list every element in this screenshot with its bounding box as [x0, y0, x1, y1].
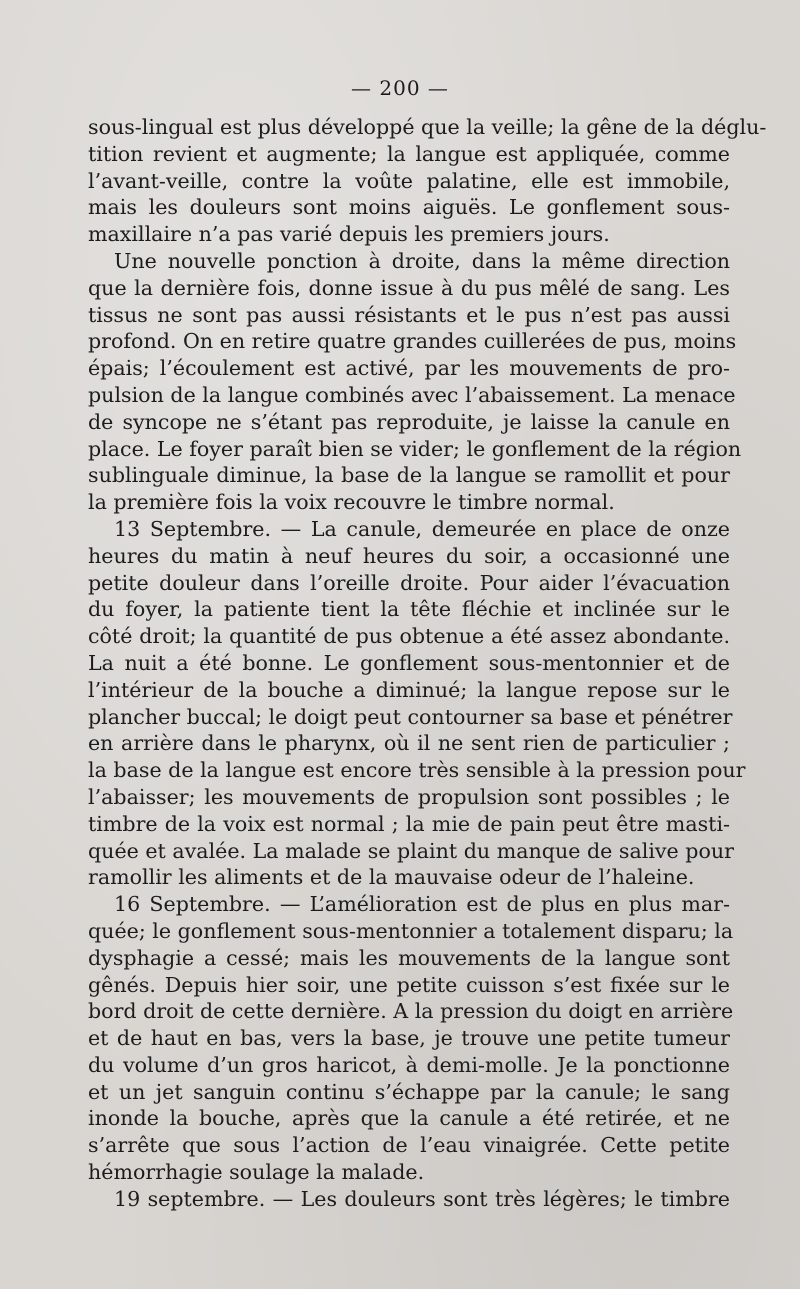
- text-line: 16 Septembre. — L’amélioration est de plus en plus mar-: [114, 892, 730, 917]
- body-text: [88, 114, 767, 1213]
- text-line: l’abaisser; les mouvements de propulsion sont possibles ; le: [88, 784, 730, 809]
- text-line: heures du matin à neuf heures du soir, a occasionné une: [88, 543, 730, 568]
- text-line: mais les douleurs sont moins aiguës. Le gonflement sous-: [88, 195, 730, 220]
- text-line: que la dernière fois, donne issue à du pus mêlé de sang. Les: [88, 275, 730, 300]
- text-line: du volume d’un gros haricot, à demi-molle. Je la ponctionne: [88, 1052, 730, 1077]
- text-line: ramollir les aliments et de la mauvaise odeur de l’haleine.: [88, 865, 695, 890]
- text-line: place. Le foyer paraît bien se vider; le gonflement de la région: [88, 436, 742, 461]
- text-line: timbre de la voix est normal ; la mie de pain peut être masti-: [88, 811, 730, 836]
- text-line: quée et avalée. La malade se plaint du manque de salive pour: [88, 838, 734, 863]
- page-number: — 200 —: [351, 76, 449, 100]
- text-line: bord droit de cette dernière. A la pression du doigt en arrière: [88, 999, 734, 1024]
- text-line: et un jet sanguin continu s’échappe par la canule; le sang: [88, 1079, 730, 1104]
- text-line: pulsion de la langue combinés avec l’abaissement. La menace: [88, 382, 736, 407]
- text-line: épais; l’écoulement est activé, par les mouvements de pro-: [88, 356, 730, 381]
- text-line: en arrière dans le pharynx, où il ne sent rien de particulier ;: [88, 731, 730, 756]
- text-line: 19 septembre. — Les douleurs sont très légères; le timbre: [114, 1186, 730, 1211]
- text-line: inonde la bouche, après que la canule a été retirée, et ne: [88, 1106, 730, 1131]
- text-line: sublinguale diminue, la base de la langue se ramollit et pour: [88, 463, 730, 488]
- text-line: hémorrhagie soulage la malade.: [88, 1160, 425, 1185]
- text-line: maxillaire n’a pas varié depuis les premiers jours.: [88, 222, 610, 247]
- text-line: du foyer, la patiente tient la tête fléchie et inclinée sur le: [88, 597, 730, 622]
- text-line: petite douleur dans l’oreille droite. Pour aider l’évacuation: [88, 570, 730, 595]
- text-line: sous-lingual est plus développé que la veille; la gêne de la déglu-: [88, 115, 767, 139]
- text-line: la première fois la voix recouvre le timbre normal.: [88, 490, 615, 515]
- text-line: 13 Septembre. — La canule, demeurée en place de onze: [114, 516, 730, 541]
- text-line: l’avant-veille, contre la voûte palatine, elle est immobile,: [88, 168, 730, 193]
- text-line: tissus ne sont pas aussi résistants et le pus n’est pas aussi: [88, 302, 730, 327]
- text-line: plancher buccal; le doigt peut contourner sa base et pénétrer: [88, 704, 733, 729]
- text-line: quée; le gonflement sous-mentonnier a totalement disparu; la: [88, 918, 734, 943]
- text-line: de syncope ne s’étant pas reproduite, je laisse la canule en: [88, 409, 730, 434]
- text-line: gênés. Depuis hier soir, une petite cuisson s’est fixée sur le: [88, 972, 730, 997]
- text-line: profond. On en retire quatre grandes cuillerées de pus, moins: [88, 329, 737, 354]
- text-line: côté droit; la quantité de pus obtenue a été assez abondante.: [88, 624, 730, 649]
- text-line: l’intérieur de la bouche a diminué; la langue repose sur le: [88, 677, 730, 702]
- text-line: s’arrête que sous l’action de l’eau vinaigrée. Cette petite: [88, 1133, 730, 1158]
- text-line: Une nouvelle ponction à droite, dans la même direction: [114, 248, 730, 273]
- text-line: La nuit a été bonne. Le gonflement sous-mentonnier et de: [88, 650, 730, 675]
- text-line: et de haut en bas, vers la base, je trouve une petite tumeur: [88, 1026, 730, 1051]
- text-line: la base de la langue est encore très sensible à la pression pour: [88, 758, 746, 783]
- text-line: dysphagie a cessé; mais les mouvements de la langue sont: [88, 945, 730, 970]
- text-line: tition revient et augmente; la langue est appliquée, comme: [88, 141, 730, 166]
